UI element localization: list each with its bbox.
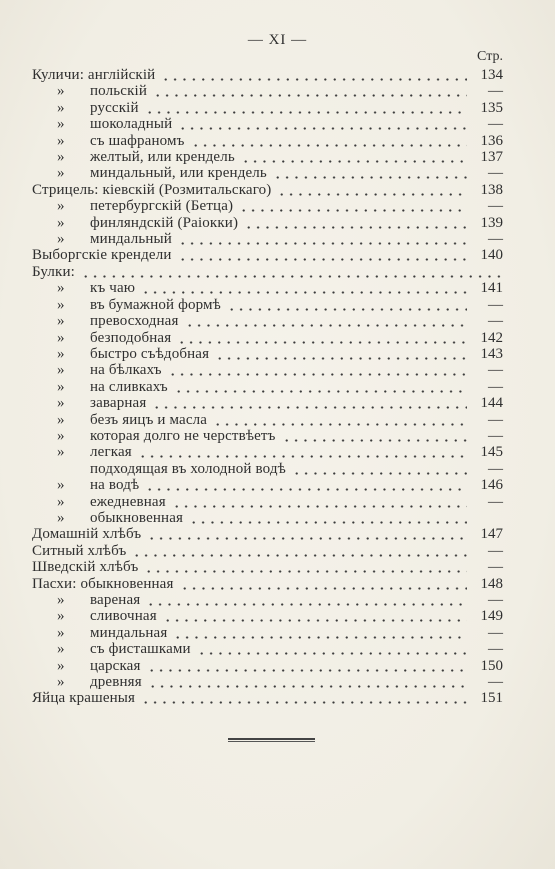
entry-page: 136 xyxy=(480,132,503,149)
entry-title: превосходная xyxy=(90,313,179,330)
entry-page: — xyxy=(488,313,503,330)
dot-leader xyxy=(178,247,467,263)
entry-page: 134 xyxy=(480,67,503,83)
toc-entry xyxy=(32,477,503,493)
ditto-mark: » xyxy=(57,509,65,526)
entry-page: — xyxy=(488,674,503,691)
toc-entry xyxy=(32,461,503,477)
toc-entry xyxy=(32,67,503,83)
dot-leader xyxy=(145,100,467,116)
entry-page: 138 xyxy=(480,181,503,198)
toc-entry xyxy=(32,280,503,296)
entry-title: быстро съѣдобная xyxy=(90,345,210,362)
entry-title: Выборгскіе крендели xyxy=(32,247,172,264)
dot-leader xyxy=(239,198,467,214)
ditto-mark: » xyxy=(57,641,65,658)
dot-leader xyxy=(146,592,467,608)
entry-page: 142 xyxy=(480,329,503,346)
toc-entry xyxy=(32,395,503,411)
ditto-mark: » xyxy=(57,493,65,510)
ditto-mark: » xyxy=(57,608,65,625)
toc-entry xyxy=(32,674,503,690)
entry-title: легкая xyxy=(90,444,132,461)
ditto-mark: » xyxy=(57,83,65,100)
entry-page: — xyxy=(488,592,503,608)
entry-page: — xyxy=(488,493,503,510)
entry-title: Пасхи: обыкновенная xyxy=(32,575,174,592)
toc-entry xyxy=(32,444,503,460)
entry-title: Шведскій хлѣбъ xyxy=(32,559,139,576)
entry-title: финляндскій (Раіокки) xyxy=(90,214,239,231)
dot-leader xyxy=(168,362,467,378)
ditto-mark: » xyxy=(57,296,65,313)
toc-entry xyxy=(32,133,503,149)
dot-leader xyxy=(244,215,467,231)
dot-leader xyxy=(189,510,467,526)
dot-leader xyxy=(144,559,467,575)
entry-title: къ чаю xyxy=(90,280,136,297)
entry-title: царская xyxy=(90,657,141,674)
entry-title: русскій xyxy=(90,99,139,116)
entry-title: Булки: xyxy=(32,263,75,280)
ditto-mark: » xyxy=(57,411,65,428)
toc-entry xyxy=(32,116,503,132)
dot-leader xyxy=(241,149,467,165)
entry-page: 145 xyxy=(480,444,503,461)
ditto-mark: » xyxy=(57,214,65,231)
entry-page: — xyxy=(488,427,503,444)
dot-leader xyxy=(132,543,467,559)
toc-entry xyxy=(32,641,503,657)
toc-entry xyxy=(32,625,503,641)
ditto-mark: » xyxy=(57,592,65,608)
entry-title: миндальная xyxy=(90,624,168,641)
entry-title: въ бумажной формѣ xyxy=(90,296,221,313)
dot-leader xyxy=(197,641,467,657)
ditto-mark: » xyxy=(57,198,65,215)
toc-entry xyxy=(32,346,503,362)
dot-leader xyxy=(215,346,467,362)
toc-entry xyxy=(32,494,503,510)
entry-title: Домашній хлѣбъ xyxy=(32,526,142,543)
entry-page: — xyxy=(488,460,503,477)
toc-entry xyxy=(32,362,503,378)
ditto-mark: » xyxy=(57,116,65,133)
entry-page: 143 xyxy=(480,345,503,362)
toc-entry xyxy=(32,608,503,624)
dot-leader xyxy=(152,395,467,411)
toc-entry xyxy=(32,526,503,542)
entry-page: — xyxy=(488,559,503,576)
ditto-mark: » xyxy=(57,99,65,116)
entry-title: желтый, или крендель xyxy=(90,149,235,166)
entry-page: — xyxy=(488,624,503,641)
toc-entry xyxy=(32,379,503,395)
entry-title: безъ яицъ и масла xyxy=(90,411,208,428)
entry-title: безподобная xyxy=(90,329,172,346)
toc-entry xyxy=(32,264,503,280)
entry-page: — xyxy=(488,362,503,379)
toc-entry xyxy=(32,313,503,329)
entry-page: — xyxy=(488,198,503,215)
entry-page: 135 xyxy=(480,99,503,116)
dot-leader xyxy=(173,625,467,641)
toc-entry xyxy=(32,543,503,559)
entry-title: которая долго не черствѣетъ xyxy=(90,427,276,444)
toc-entry xyxy=(32,412,503,428)
ditto-mark: » xyxy=(57,132,65,149)
dot-leader xyxy=(141,690,467,706)
dot-leader xyxy=(177,330,467,346)
dot-leader xyxy=(273,165,467,181)
entry-page: — xyxy=(488,411,503,428)
dot-leader xyxy=(148,674,467,690)
toc-entry xyxy=(32,428,503,444)
dot-leader xyxy=(178,116,467,132)
dot-leader xyxy=(145,477,467,493)
toc-entry xyxy=(32,198,503,214)
dot-leader xyxy=(191,133,467,149)
ditto-mark: » xyxy=(57,280,65,297)
dot-leader xyxy=(138,444,467,460)
page-number-heading: — XI — xyxy=(247,32,308,48)
entry-page: 148 xyxy=(480,575,503,592)
dot-leader xyxy=(180,576,467,592)
toc-entry xyxy=(32,231,503,247)
toc-entry xyxy=(32,149,503,165)
dot-leader xyxy=(282,428,467,444)
toc-entry xyxy=(32,592,503,608)
closing-double-rule xyxy=(228,738,315,742)
toc-entry xyxy=(32,215,503,231)
entry-title: миндальный xyxy=(90,231,172,248)
dot-leader xyxy=(81,264,503,280)
dot-leader xyxy=(227,297,467,313)
entry-title: съ шафраномъ xyxy=(90,132,185,149)
ditto-mark: » xyxy=(57,477,65,494)
dot-leader xyxy=(163,608,467,624)
ditto-mark: » xyxy=(57,624,65,641)
toc-entry xyxy=(32,658,503,674)
dot-leader xyxy=(172,494,467,510)
entry-title: обыкновенная xyxy=(90,509,184,526)
ditto-mark: » xyxy=(57,362,65,379)
entry-title: польскій xyxy=(90,83,147,100)
toc-entry xyxy=(32,83,503,99)
dot-leader xyxy=(292,461,467,477)
entry-page: 147 xyxy=(480,526,503,543)
entry-page: — xyxy=(488,83,503,100)
entry-page: 150 xyxy=(480,657,503,674)
entry-page: 151 xyxy=(480,690,503,707)
entry-page xyxy=(473,510,503,526)
table-of-contents xyxy=(32,67,503,707)
entry-title: шоколадный xyxy=(90,116,173,133)
toc-entry xyxy=(32,297,503,313)
ditto-mark: » xyxy=(57,313,65,330)
ditto-mark: » xyxy=(57,674,65,691)
entry-title: Ситный хлѣбъ xyxy=(32,542,127,559)
entry-page: 140 xyxy=(480,247,503,264)
entry-page: — xyxy=(488,542,503,559)
ditto-mark: » xyxy=(57,427,65,444)
ditto-mark: » xyxy=(57,329,65,346)
ditto-mark: » xyxy=(57,378,65,395)
ditto-mark: » xyxy=(57,345,65,362)
toc-entry xyxy=(32,576,503,592)
entry-title: миндальный, или крендель xyxy=(90,165,267,182)
dot-leader xyxy=(147,658,467,674)
ditto-mark: » xyxy=(57,444,65,461)
toc-entry xyxy=(32,182,503,198)
ditto-mark: » xyxy=(57,231,65,248)
dot-leader xyxy=(141,280,467,296)
entry-page: 141 xyxy=(480,280,503,297)
ditto-mark: » xyxy=(57,165,65,182)
entry-page: — xyxy=(488,378,503,395)
dot-leader xyxy=(147,526,467,542)
entry-page: 137 xyxy=(480,149,503,166)
entry-title: ежедневная xyxy=(90,493,166,510)
dot-leader xyxy=(174,379,467,395)
toc-entry xyxy=(32,330,503,346)
entry-page: — xyxy=(488,116,503,133)
entry-title: Яйца крашеныя xyxy=(32,690,136,707)
entry-page: — xyxy=(488,641,503,658)
dot-leader xyxy=(153,83,467,99)
entry-title: древняя xyxy=(90,674,142,691)
entry-title: подходящая въ холодной водѣ xyxy=(90,460,286,477)
entry-title: Стрицель: кіевскій (Розмитальскаго) xyxy=(32,181,272,198)
dot-leader xyxy=(277,182,467,198)
entry-title: на бѣлкахъ xyxy=(90,362,162,379)
entry-title: вареная xyxy=(90,592,141,608)
entry-page: 146 xyxy=(480,477,503,494)
ditto-mark: » xyxy=(57,395,65,412)
ditto-mark: » xyxy=(57,149,65,166)
entry-title: петербургскій (Бетца) xyxy=(90,198,234,215)
page-column-heading: Стр. xyxy=(477,49,503,64)
ditto-mark: » xyxy=(57,657,65,674)
toc-entry xyxy=(32,510,503,526)
toc-entry xyxy=(32,100,503,116)
toc-entry xyxy=(32,165,503,181)
entry-title: сливочная xyxy=(90,608,157,625)
toc-entry xyxy=(32,690,503,706)
entry-title: съ фисташками xyxy=(90,641,191,658)
entry-title: Куличи: англійскій xyxy=(32,67,156,83)
entry-page: 139 xyxy=(480,214,503,231)
toc-entry xyxy=(32,247,503,263)
entry-page: — xyxy=(488,165,503,182)
toc-entry xyxy=(32,559,503,575)
entry-page: 144 xyxy=(480,395,503,412)
entry-page: — xyxy=(488,296,503,313)
dot-leader xyxy=(161,67,467,83)
entry-title: на водѣ xyxy=(90,477,140,494)
dot-leader xyxy=(178,231,467,247)
entry-page: — xyxy=(488,231,503,248)
entry-title: на сливкахъ xyxy=(90,378,168,395)
entry-title: заварная xyxy=(90,395,147,412)
dot-leader xyxy=(213,412,467,428)
dot-leader xyxy=(185,313,467,329)
entry-page: 149 xyxy=(480,608,503,625)
